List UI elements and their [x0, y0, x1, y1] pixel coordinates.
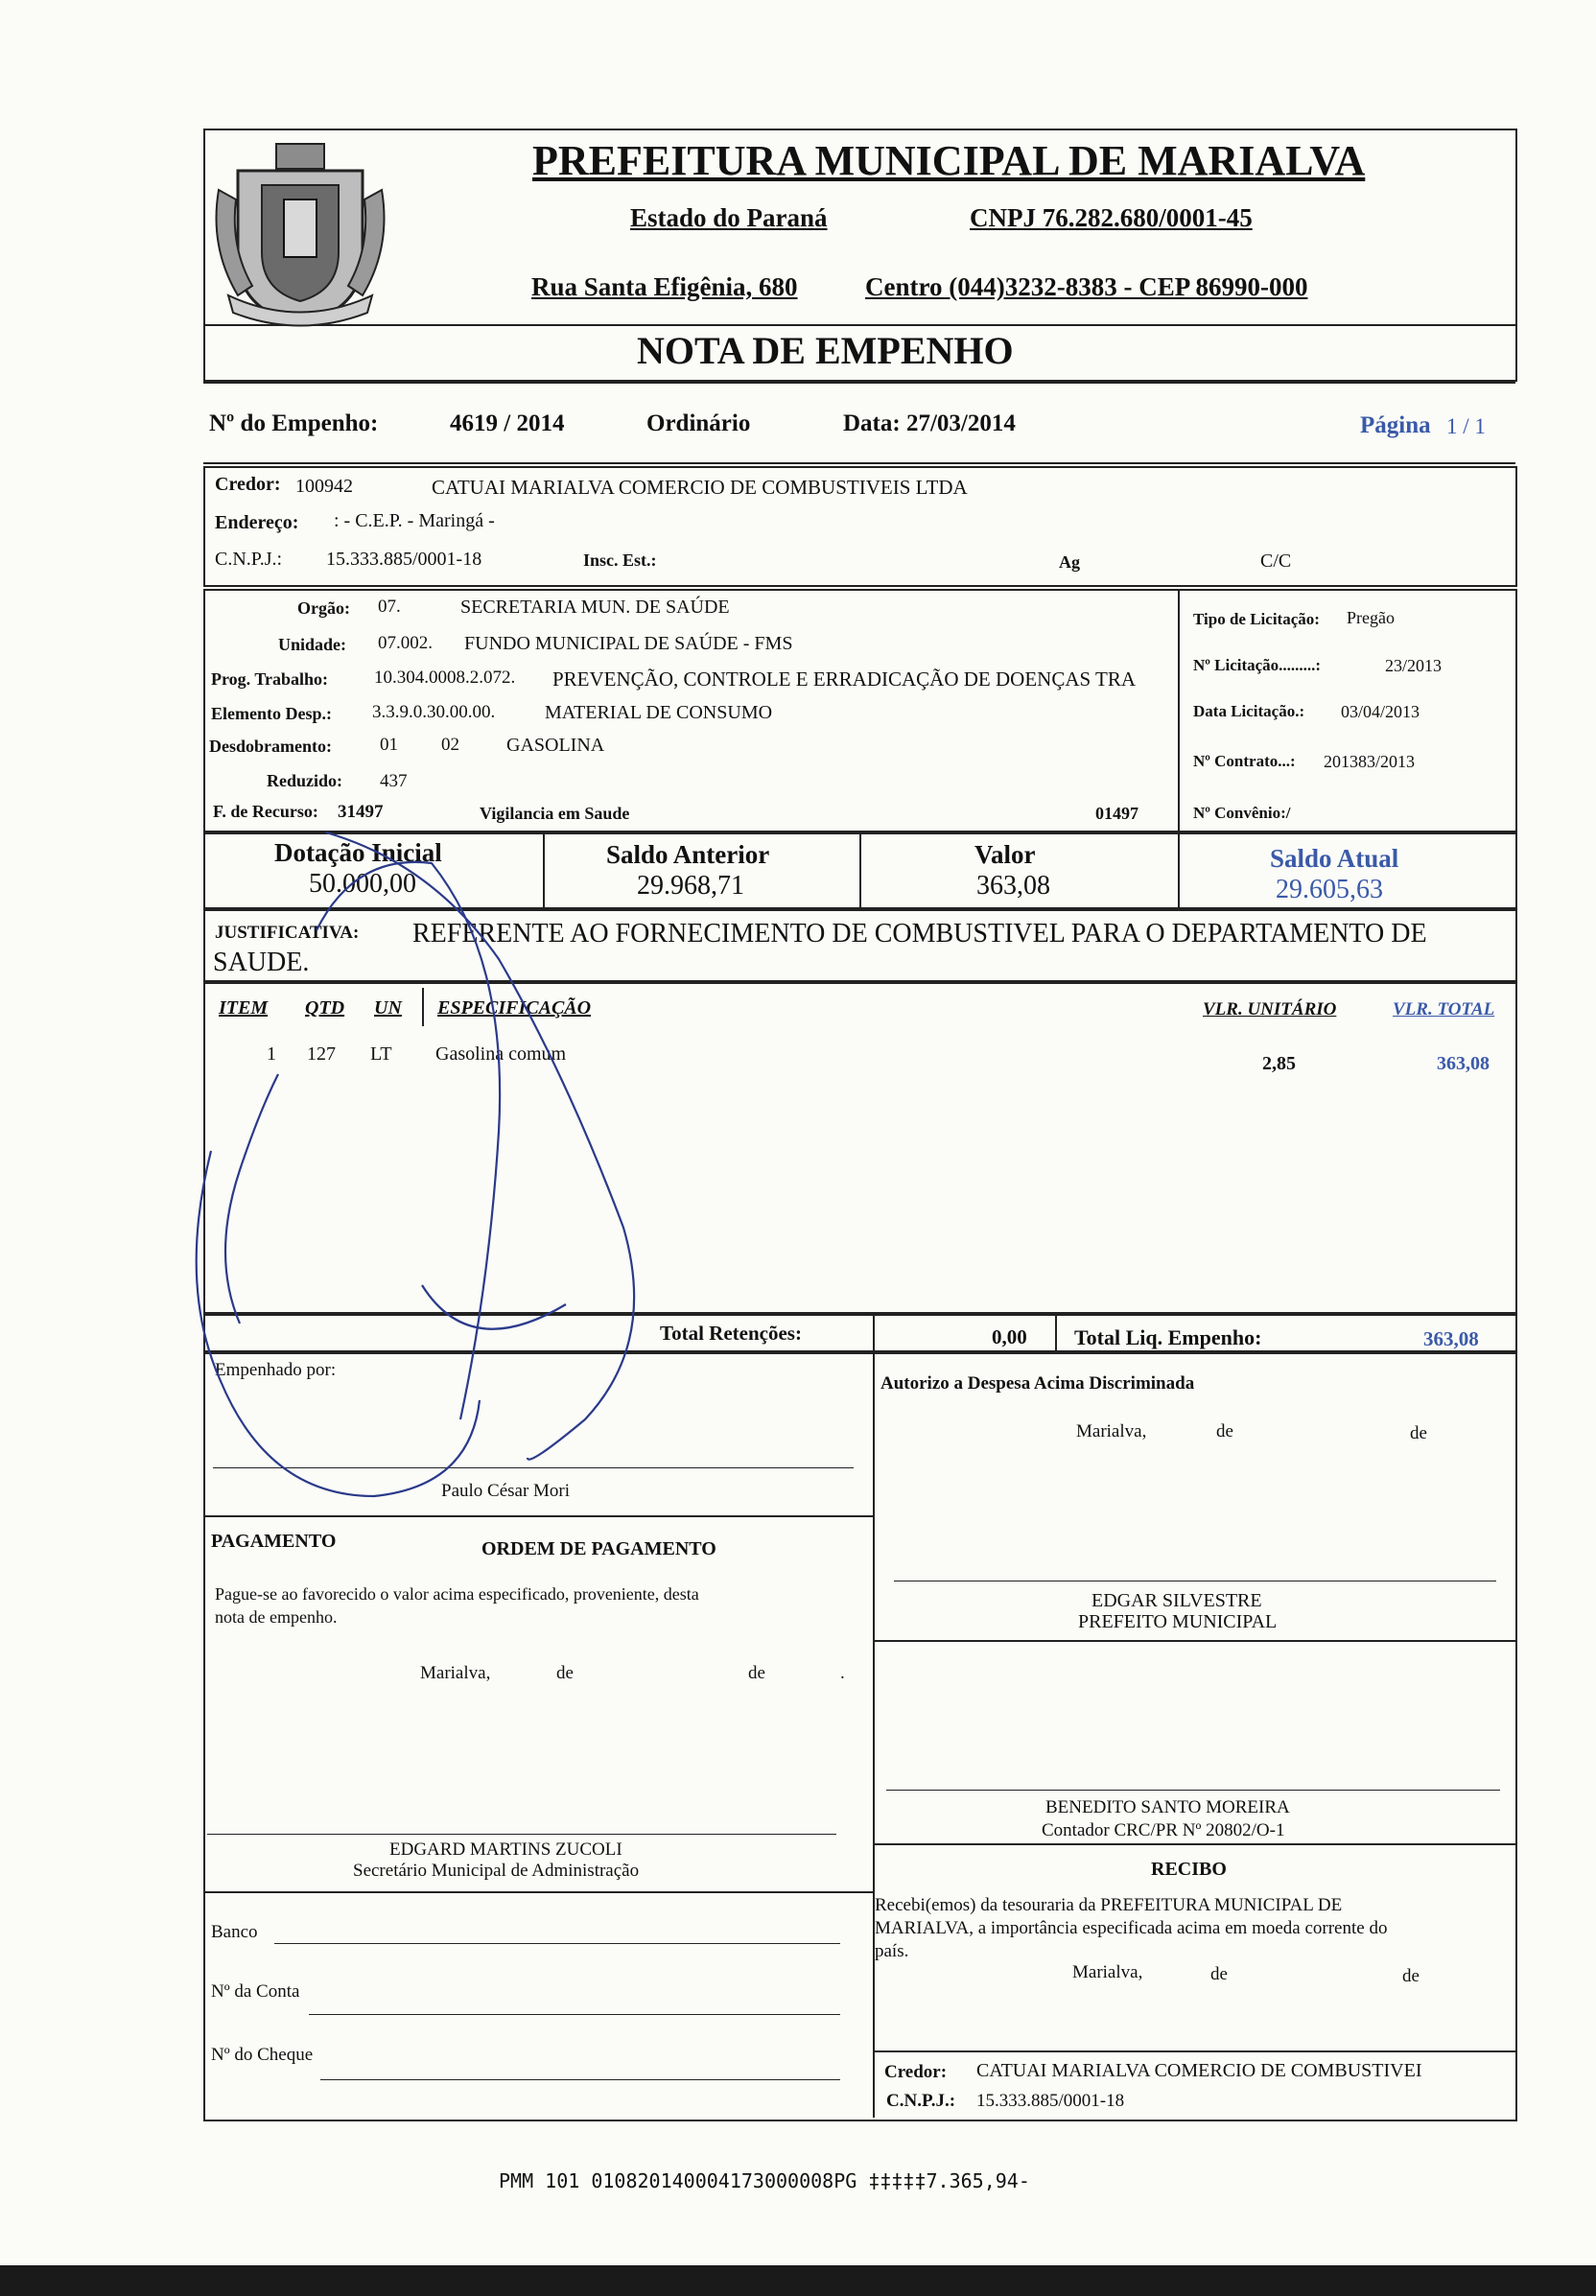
- saldo-anterior-value: 29.968,71: [637, 871, 744, 901]
- recibo-title: RECIBO: [1151, 1859, 1227, 1880]
- coat-of-arms-logo: [209, 132, 391, 329]
- licitacao-numero: 23/2013: [1385, 656, 1443, 675]
- recibo-city: Marialva,: [1072, 1962, 1143, 1982]
- reduzido-label: Reduzido:: [267, 771, 343, 790]
- saldo-anterior-label: Saldo Anterior: [606, 840, 770, 869]
- row-spec: Gasolina comum: [435, 1043, 567, 1065]
- page-label: Página: [1360, 412, 1431, 438]
- pagamento-label: PAGAMENTO: [211, 1531, 337, 1552]
- elemento-code: 3.3.9.0.30.00.00.: [372, 702, 496, 722]
- credor-code: 100942: [295, 476, 353, 497]
- desdobramento-a: 01: [380, 735, 398, 755]
- empenhado-label: Empenhado por:: [215, 1360, 337, 1380]
- desdobramento-label: Desdobramento:: [209, 737, 332, 756]
- contador-role: Contador CRC/PR Nº 20802/O-1: [1042, 1820, 1285, 1840]
- licitacao-numero-label: Nº Licitação.........:: [1193, 656, 1322, 674]
- justificativa-label: JUSTIFICATIVA:: [215, 923, 360, 943]
- credor-address: : - C.E.P. - Maringá -: [334, 510, 495, 531]
- elemento-label: Elemento Desp.:: [211, 704, 332, 723]
- prog-name: PREVENÇÃO, CONTROLE E ERRADICAÇÃO DE DOENÇAS TRA: [552, 668, 1137, 691]
- unidade-code: 07.002.: [378, 633, 433, 653]
- recibo-text1: Recebi(emos) da tesouraria da PREFEITURA MUNICIPAL DE: [875, 1895, 1343, 1915]
- row-item: 1: [267, 1043, 276, 1065]
- recibo-text2: MARIALVA, a importância especificada acima em moeda corrente do: [875, 1918, 1388, 1938]
- conta-label: Nº da Conta: [211, 1981, 300, 2002]
- empenho-number: 4619 / 2014: [450, 410, 565, 436]
- credor-cnpj: 15.333.885/0001-18: [326, 549, 482, 570]
- municipality-address: Rua Santa Efigênia, 680: [531, 272, 798, 301]
- liquido-value: 363,08: [1423, 1327, 1479, 1350]
- state-name: Estado do Paraná: [630, 203, 828, 232]
- pagamento-de2: de: [748, 1663, 765, 1683]
- empenho-number-label: Nº do Empenho:: [209, 410, 379, 436]
- row-total: 363,08: [1437, 1053, 1490, 1074]
- saldo-atual-value: 29.605,63: [1276, 875, 1383, 904]
- col-header-total: VLR. TOTAL: [1393, 999, 1495, 1019]
- reduzido-value: 437: [380, 771, 408, 791]
- footer-code: PMM 101 010820140004173000008PG ‡‡‡‡‡7.365,94-: [499, 2169, 1030, 2192]
- contrato-label: Nº Contrato...:: [1193, 752, 1296, 770]
- retencoes-label: Total Retenções:: [660, 1322, 802, 1345]
- unidade-name: FUNDO MUNICIPAL DE SAÚDE - FMS: [464, 633, 793, 654]
- recurso-name: Vigilancia em Saude: [480, 804, 630, 823]
- secretario-name: EDGARD MARTINS ZUCOLI: [389, 1839, 622, 1860]
- pagamento-text2: nota de empenho.: [215, 1607, 338, 1627]
- credor-ag-label: Ag: [1059, 552, 1080, 572]
- retencoes-value: 0,00: [992, 1325, 1027, 1348]
- recurso-value: 31497: [338, 802, 384, 822]
- desdobramento-b: 02: [441, 735, 459, 755]
- recurso-label: F. de Recurso:: [213, 802, 318, 821]
- orgao-code: 07.: [378, 597, 401, 617]
- justificativa-line1: REFERENTE AO FORNECIMENTO DE COMBUSTIVEL PARA O DEPARTAMENTO DE: [412, 919, 1427, 949]
- autorizo-de2: de: [1410, 1423, 1427, 1443]
- orgao-label: Orgão:: [297, 598, 350, 618]
- col-header-qtd: QTD: [305, 997, 345, 1019]
- autorizo-city: Marialva,: [1076, 1421, 1147, 1441]
- desdobramento-name: GASOLINA: [506, 735, 605, 756]
- pagamento-text1: Pague-se ao favorecido o valor acima especificado, proveniente, desta: [215, 1584, 699, 1604]
- saldo-atual-label: Saldo Atual: [1270, 844, 1399, 873]
- recurso-code: 01497: [1095, 804, 1138, 823]
- unidade-label: Unidade:: [278, 635, 347, 654]
- valor-value: 363,08: [976, 871, 1050, 901]
- recibo-de2: de: [1402, 1966, 1420, 1986]
- pagamento-dot: .: [840, 1663, 845, 1683]
- prefeito-name: EDGAR SILVESTRE: [1091, 1590, 1262, 1611]
- ordem-pagamento-label: ORDEM DE PAGAMENTO: [481, 1538, 716, 1559]
- prog-code: 10.304.0008.2.072.: [374, 668, 516, 688]
- document-title: NOTA DE EMPENHO: [637, 329, 1014, 372]
- col-header-un: UN: [374, 997, 402, 1019]
- contrato-value: 201383/2013: [1324, 752, 1416, 771]
- cheque-label: Nº do Cheque: [211, 2045, 314, 2065]
- licitacao-data-label: Data Licitação.:: [1193, 702, 1305, 720]
- contador-name: BENEDITO SANTO MOREIRA: [1045, 1797, 1290, 1817]
- autorizo-de1: de: [1216, 1421, 1233, 1441]
- orgao-name: SECRETARIA MUN. DE SAÚDE: [460, 597, 730, 618]
- scan-edge: [0, 2265, 1596, 2296]
- liquido-label: Total Liq. Empenho:: [1074, 1325, 1262, 1349]
- prefeito-role: PREFEITO MUNICIPAL: [1078, 1611, 1278, 1632]
- municipality-title: PREFEITURA MUNICIPAL DE MARIALVA: [532, 137, 1366, 184]
- recibo-credor-label: Credor:: [884, 2062, 948, 2082]
- col-header-item: ITEM: [219, 997, 269, 1019]
- credor-name: CATUAI MARIALVA COMERCIO DE COMBUSTIVEIS LTDA: [432, 476, 968, 499]
- prog-label: Prog. Trabalho:: [211, 669, 329, 689]
- convenio-label: Nº Convênio:/: [1193, 804, 1291, 822]
- page-value: 1 / 1: [1446, 414, 1486, 438]
- dotacao-inicial-value: 50.000,00: [309, 869, 416, 899]
- recibo-cnpj-label: C.N.P.J.:: [886, 2091, 956, 2111]
- pagamento-de1: de: [556, 1663, 574, 1683]
- licitacao-data: 03/04/2013: [1341, 702, 1420, 721]
- credor-address-label: Endereço:: [215, 512, 299, 533]
- credor-cnpj-label: C.N.P.J.:: [215, 549, 283, 570]
- recibo-de1: de: [1210, 1964, 1228, 1984]
- empenho-date: Data: 27/03/2014: [843, 410, 1016, 436]
- col-header-unit: VLR. UNITÁRIO: [1203, 999, 1337, 1019]
- dotacao-inicial-label: Dotação Inicial: [274, 838, 442, 867]
- recibo-text3: país.: [875, 1941, 909, 1961]
- col-header-spec: ESPECIFICAÇÃO: [437, 997, 592, 1019]
- autorizo-label: Autorizo a Despesa Acima Discriminada: [880, 1373, 1195, 1394]
- elemento-name: MATERIAL DE CONSUMO: [545, 702, 773, 723]
- credor-insc-label: Insc. Est.:: [583, 551, 657, 570]
- row-unit: 2,85: [1262, 1053, 1296, 1074]
- recibo-credor-name: CATUAI MARIALVA COMERCIO DE COMBUSTIVEI: [976, 2060, 1422, 2081]
- justificativa-line2: SAUDE.: [213, 948, 310, 977]
- empenhado-name: Paulo César Mori: [441, 1481, 571, 1501]
- licitacao-tipo: Pregão: [1347, 608, 1395, 627]
- municipality-contact: Centro (044)3232-8383 - CEP 86990-000: [865, 272, 1308, 301]
- licitacao-tipo-label: Tipo de Licitação:: [1193, 610, 1320, 628]
- credor-label: Credor:: [215, 474, 281, 495]
- banco-label: Banco: [211, 1922, 258, 1942]
- recibo-cnpj: 15.333.885/0001-18: [976, 2091, 1125, 2111]
- row-qtd: 127: [307, 1043, 336, 1065]
- pagamento-city: Marialva,: [420, 1663, 491, 1683]
- handwritten-signature: [182, 825, 662, 1515]
- municipality-cnpj: CNPJ 76.282.680/0001-45: [970, 203, 1253, 232]
- valor-label: Valor: [974, 840, 1036, 869]
- row-un: LT: [370, 1043, 392, 1065]
- credor-cc-label: C/C: [1260, 551, 1292, 572]
- secretario-role: Secretário Municipal de Administração: [353, 1861, 640, 1881]
- empenho-type: Ordinário: [646, 410, 751, 436]
